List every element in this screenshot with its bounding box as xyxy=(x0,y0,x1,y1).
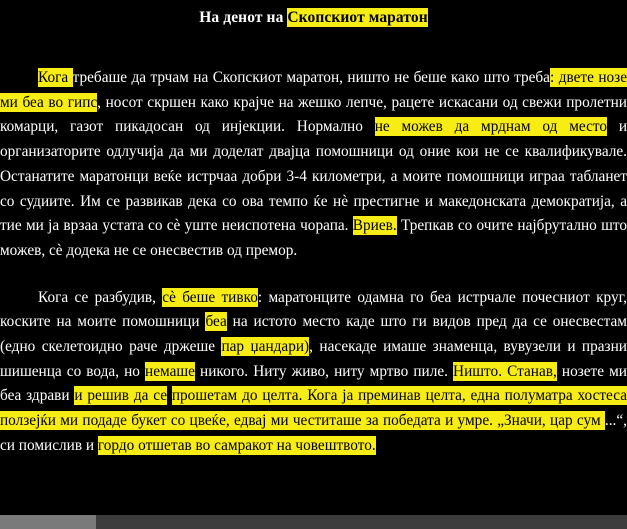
text-run: : маратонците одамна го беа истрчале почесниот круг, коските на моите помошници xyxy=(0,288,627,331)
text-run: Кога се разбудив, xyxy=(38,288,163,306)
text-run: на истото место каде што ги видов пред да се онесвестам (едно скелетоидно раче држеше xyxy=(0,313,627,356)
text-run: ...“, xyxy=(604,412,627,430)
highlighted-text-run: пар џандари) xyxy=(221,338,310,356)
highlighted-text-run: до целта. Кога ја преминав целта, една полуматра хостеса ползејќи ми подаде букет со цвеќе, едвај ми честиташе за победата и умре. xyxy=(0,387,627,430)
paragraph-2 xyxy=(0,286,627,459)
text-run: Трепкав со очите најбрутално што можев, сè додека не се онесвестив од премор. xyxy=(0,217,627,259)
horizontal-scrollbar-thumb[interactable] xyxy=(0,515,96,529)
paragraph-2-runs xyxy=(0,288,627,455)
paragraph-1-runs xyxy=(0,68,627,259)
text-run: , насекаде имаше знаменца, вувузели и празни шишенца со вода, но xyxy=(0,338,627,380)
highlighted-text-run: немаше xyxy=(145,362,195,380)
highlighted-text-run: и решив да се xyxy=(74,387,168,405)
highlighted-text-run: беа xyxy=(205,313,227,331)
highlighted-text-run: „Значи, цар сум xyxy=(497,412,605,430)
text-run: нозете ми беа здрави xyxy=(0,362,627,405)
highlighted-text-run: : двете нозе ми беа во гипс xyxy=(0,69,627,111)
horizontal-scrollbar[interactable] xyxy=(0,515,627,529)
text-run: требаше да трчам на Скопскиот маратон, ништо не беше како што треба xyxy=(72,69,550,86)
text-run: никого. Ниту живо, ниту мртво пиле. xyxy=(194,362,454,380)
text-run: и организаторите одлучија да ми доделат двајца помошници од оние кои не се квалификувале. Останатите маратонци веќе истрчаа добри 3-4 километри, а моите помошници играа табланет со судиите. Им се развикав дека со ова темпо ќе нè престигне и македонската демократија, а тие ми ја врзаа устата со сè уште неиспотена чорапа. xyxy=(0,118,627,235)
paragraph-1 xyxy=(0,66,627,264)
highlighted-text-run: сè беше тивко xyxy=(162,288,258,306)
highlighted-text-run: гордо отшетав во самракот на човештвото. xyxy=(97,436,376,454)
highlighted-text-run: не можев да мрднам од место xyxy=(374,118,607,136)
highlighted-text-run: Кога xyxy=(38,69,73,86)
text-run: си помислив и xyxy=(0,436,98,454)
page-title xyxy=(0,0,627,28)
document-body xyxy=(0,66,627,459)
highlighted-text-run: прошетам xyxy=(171,387,238,405)
page-title-plain: На денот на xyxy=(199,9,288,26)
highlighted-text-run: Вриев. xyxy=(352,217,397,235)
page-title-highlighted: Скопскиот маратон xyxy=(287,9,428,26)
highlighted-text-run: Ништо. Станав, xyxy=(453,362,557,380)
text-run: , носот скршен како крајче на жешко лепче, рацете искасани од свежи пролетни комарци, газот пикадосан од инјекции. Нормално xyxy=(0,93,627,136)
